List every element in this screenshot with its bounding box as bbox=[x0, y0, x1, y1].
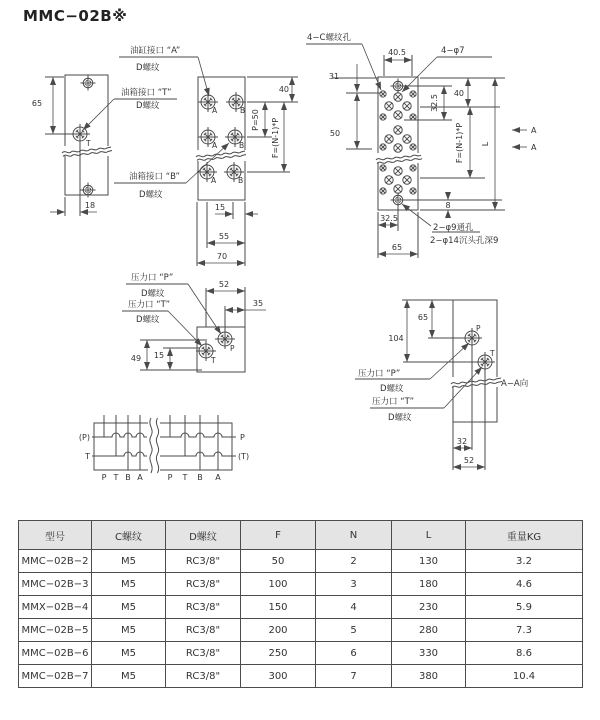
dim-label: 52 bbox=[218, 280, 230, 289]
dim-label: 40.5 bbox=[388, 48, 406, 57]
page-title: MMC−02B※ bbox=[23, 7, 128, 25]
port-label: A bbox=[211, 176, 217, 185]
column-header: F bbox=[241, 521, 316, 550]
callout-label: 压力口 “T” bbox=[128, 300, 171, 310]
section-label: A bbox=[531, 126, 537, 135]
spec-table bbox=[18, 520, 583, 688]
port-label: B bbox=[240, 106, 246, 115]
dim-label: 70 bbox=[216, 252, 228, 261]
dim-plan-325 bbox=[430, 86, 444, 120]
cell: RC3/8" bbox=[166, 619, 241, 642]
callout-dia7 bbox=[402, 46, 492, 92]
column-header: L bbox=[392, 521, 466, 550]
table-row bbox=[19, 550, 583, 573]
dim-plan-length bbox=[481, 78, 495, 210]
cell: 5 bbox=[316, 619, 392, 642]
column-header: 重量KG bbox=[466, 521, 583, 550]
dim-front-ab bbox=[215, 203, 258, 214]
cell: RC3/8" bbox=[166, 573, 241, 596]
dim-label: 65 bbox=[31, 99, 43, 108]
callout-label: 压力口 “P” bbox=[131, 273, 174, 283]
cell: 380 bbox=[392, 665, 466, 688]
port-label: A bbox=[137, 473, 143, 482]
dim-sec-52 bbox=[453, 456, 485, 467]
table-row bbox=[19, 619, 583, 642]
dim-front-pitch bbox=[247, 102, 272, 137]
cell: 230 bbox=[392, 596, 466, 619]
dim-pt-15 bbox=[154, 348, 170, 370]
cell: RC3/8" bbox=[166, 642, 241, 665]
thread-label: D螺纹 bbox=[388, 413, 412, 423]
dim-label: 65 bbox=[417, 313, 429, 322]
cell: RC3/8" bbox=[166, 596, 241, 619]
pressure-port-view bbox=[122, 272, 266, 372]
dim-label: 15 bbox=[153, 351, 165, 360]
column-header: N bbox=[316, 521, 392, 550]
thread-label: D螺纹 bbox=[136, 101, 160, 111]
cell-model: MMC−02B−2 bbox=[19, 550, 92, 573]
cell: 5.9 bbox=[466, 596, 583, 619]
cell: M5 bbox=[92, 573, 166, 596]
cell-model: MMC−02B−6 bbox=[19, 642, 92, 665]
thread-label: D螺纹 bbox=[136, 63, 160, 73]
table-row bbox=[19, 665, 583, 688]
dim-label: L bbox=[481, 141, 490, 147]
column-header: C螺纹 bbox=[92, 521, 166, 550]
rail-label: (P) bbox=[78, 433, 90, 442]
cell: 4 bbox=[316, 596, 392, 619]
port-label: P bbox=[101, 473, 107, 482]
callout-label: 压力口 “T” bbox=[372, 397, 415, 407]
port-label: A bbox=[215, 473, 221, 482]
cell: M5 bbox=[92, 619, 166, 642]
port-label: A bbox=[212, 106, 218, 115]
cell: 100 bbox=[241, 573, 316, 596]
mount-hole bbox=[81, 76, 96, 91]
cell: 250 bbox=[241, 642, 316, 665]
column-header: 型号 bbox=[19, 521, 92, 550]
port-label: P bbox=[167, 473, 173, 482]
dim-label: 49 bbox=[130, 354, 142, 363]
dim-label: 65 bbox=[391, 243, 403, 252]
callout-label: 油箱接口 “T” bbox=[121, 88, 172, 98]
cell-model: MMX−02B−4 bbox=[19, 596, 92, 619]
port-label: T bbox=[113, 473, 119, 482]
cell: M5 bbox=[92, 665, 166, 688]
cell: 330 bbox=[392, 642, 466, 665]
table-row bbox=[19, 596, 583, 619]
port-label: B bbox=[197, 473, 203, 482]
dim-label: F=(N-1)*P bbox=[455, 122, 464, 164]
section-name-label: A−A向 bbox=[501, 379, 529, 389]
port-label: P bbox=[476, 324, 481, 333]
cell: 7.3 bbox=[466, 619, 583, 642]
cell: 6 bbox=[316, 642, 392, 665]
dim-plan-40 bbox=[454, 78, 468, 107]
callout-pressure-t bbox=[122, 299, 202, 346]
dim-label: 32.5 bbox=[430, 94, 439, 112]
dim-label: F=(N-1)*P bbox=[271, 117, 280, 159]
section-view bbox=[355, 300, 529, 470]
callout-label: 2−φ14沉头孔深9 bbox=[430, 236, 499, 246]
dim-plan-top-width bbox=[384, 48, 412, 76]
cell: 280 bbox=[392, 619, 466, 642]
dim-front-inner bbox=[207, 232, 245, 243]
cell: 8.6 bbox=[466, 642, 583, 665]
front-view bbox=[83, 45, 298, 266]
callout-label: 2−φ9通孔 bbox=[433, 223, 474, 233]
port-label: B bbox=[239, 141, 245, 150]
port-label: B bbox=[238, 176, 244, 185]
cell: 130 bbox=[392, 550, 466, 573]
side-view bbox=[32, 75, 114, 216]
dim-label: 8 bbox=[445, 201, 451, 210]
cell: 150 bbox=[241, 596, 316, 619]
dim-label: 55 bbox=[218, 232, 230, 241]
port-label: P bbox=[230, 344, 235, 353]
section-arrow-a-bottom bbox=[512, 143, 537, 152]
cell: RC3/8" bbox=[166, 665, 241, 688]
cell-model: MMC−02B−7 bbox=[19, 665, 92, 688]
table-row bbox=[19, 573, 583, 596]
thread-label: D螺纹 bbox=[139, 190, 163, 200]
dim-label: 35 bbox=[252, 299, 264, 308]
table-header-row bbox=[19, 521, 583, 550]
cell-model: MMC−02B−3 bbox=[19, 573, 92, 596]
rail-label: T bbox=[85, 452, 90, 461]
cell: 2 bbox=[316, 550, 392, 573]
port-label: T bbox=[211, 356, 216, 365]
callout-label: 4−φ7 bbox=[441, 46, 465, 56]
table-row bbox=[19, 642, 583, 665]
cell: 50 bbox=[241, 550, 316, 573]
port-label: T bbox=[490, 349, 495, 358]
rail-label: (T) bbox=[238, 452, 250, 461]
cell: 200 bbox=[241, 619, 316, 642]
hydraulic-schematic bbox=[79, 415, 249, 482]
port-label: A bbox=[212, 141, 218, 150]
dim-sec-104 bbox=[388, 300, 407, 362]
cell: 7 bbox=[316, 665, 392, 688]
port-label: B bbox=[125, 473, 131, 482]
dim-pt-49 bbox=[131, 340, 147, 370]
plan-view bbox=[306, 32, 537, 258]
cell: M5 bbox=[92, 550, 166, 573]
dim-label: 15 bbox=[214, 203, 226, 212]
thread-label: D螺纹 bbox=[380, 384, 404, 394]
thread-label: D螺纹 bbox=[141, 289, 165, 299]
dim-plan-8 bbox=[445, 192, 450, 218]
cell: 180 bbox=[392, 573, 466, 596]
section-label: A bbox=[531, 143, 537, 152]
dim-label: P=50 bbox=[251, 109, 260, 131]
section-arrow-a-top bbox=[512, 126, 537, 135]
rail-label: P bbox=[240, 433, 245, 442]
dim-sec-65 bbox=[418, 300, 432, 338]
dim-label: 50 bbox=[329, 129, 341, 138]
thread-label: D螺纹 bbox=[136, 315, 160, 325]
callout-label: 压力口 “P” bbox=[358, 369, 401, 379]
cell: M5 bbox=[92, 642, 166, 665]
cell: 4.6 bbox=[466, 573, 583, 596]
callout-label: 4−C螺纹孔 bbox=[307, 33, 351, 43]
dim-label: 18 bbox=[84, 201, 96, 210]
dim-front-top bbox=[247, 77, 298, 102]
callout-c-thread bbox=[306, 32, 381, 90]
dim-label: 52 bbox=[463, 456, 475, 465]
cell-model: MMC−02B−5 bbox=[19, 619, 92, 642]
dim-sec-32 bbox=[453, 437, 472, 448]
dim-label: 32.5 bbox=[380, 214, 398, 223]
cell: 300 bbox=[241, 665, 316, 688]
port-label: T bbox=[86, 139, 91, 148]
cell: RC3/8" bbox=[166, 550, 241, 573]
dim-label: 32 bbox=[456, 437, 468, 446]
dim-label: 31 bbox=[328, 72, 340, 81]
dim-label: 40 bbox=[453, 89, 464, 98]
port-label: T bbox=[182, 473, 188, 482]
cell: 10.4 bbox=[466, 665, 583, 688]
dim-label: 104 bbox=[388, 334, 404, 343]
callout-tank-port-t bbox=[83, 87, 177, 130]
callout-label: 油箱接口 “B” bbox=[129, 172, 180, 182]
dim-front-width bbox=[197, 252, 245, 263]
cell: 3 bbox=[316, 573, 392, 596]
column-header: D螺纹 bbox=[166, 521, 241, 550]
dim-plan-span bbox=[455, 107, 470, 178]
cell: M5 bbox=[92, 596, 166, 619]
cell: 3.2 bbox=[466, 550, 583, 573]
dim-label: 40 bbox=[278, 85, 289, 94]
dim-plan-pitch bbox=[330, 93, 372, 149]
callout-label: 油缸接口 “A” bbox=[130, 46, 181, 56]
